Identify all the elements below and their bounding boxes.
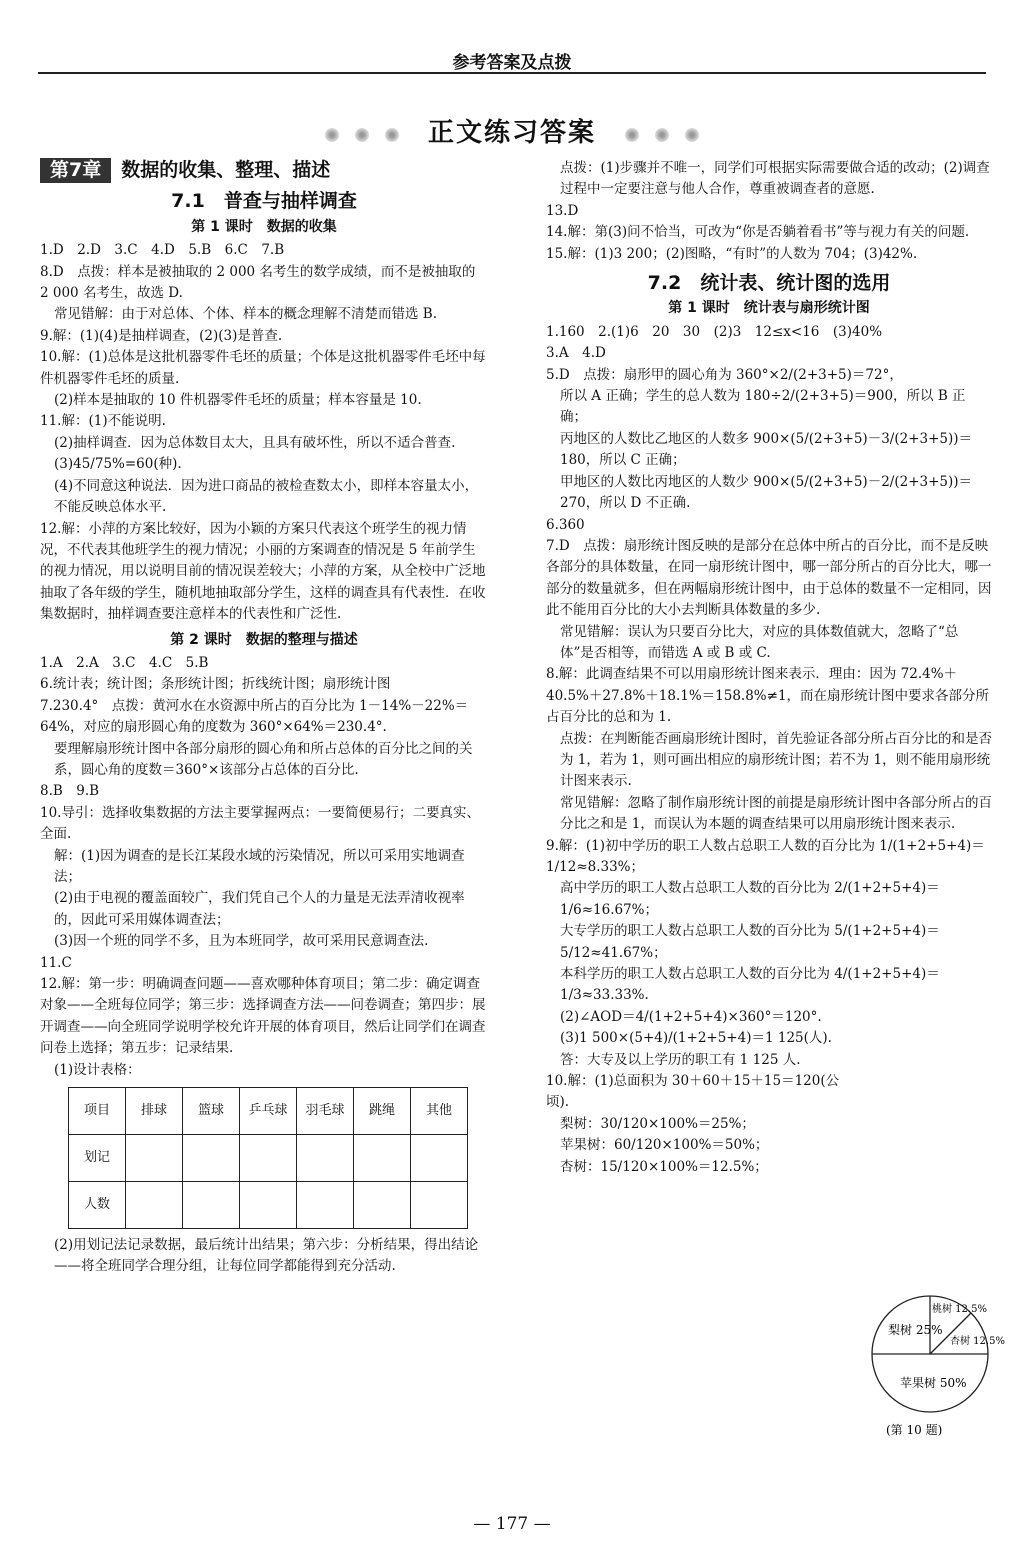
answer-line: 12.解：第一步：明确调查问题——喜欢哪种体育项目；第二步：确定调查对象——全班每位同学；第三步：选择调查方法——问卷调查；第四步：展开调查——向全班同学说明学校允许开展的体育项目，然后让同学们在调查问卷上选择；第五步：记录结果. <box>40 976 486 1057</box>
answer-line: 常见错解：误认为只要百分比大，对应的具体数值就大，忽略了“总体”是否相等，而错选 A 或 B 或 C. <box>560 623 959 661</box>
answer-line: 3.A 4.D <box>546 345 606 362</box>
answer-line: 8.解：此调查结果不可以用扇形统计图来表示．理由：因为 72.4%＋40.5%＋27.8%＋18.1%＝158.8%≠1，而在扇形统计图中要求各部分所占百分比的总和为 1. <box>546 666 990 726</box>
answer-line: 答：大专及以上学历的职工有 1 125 人. <box>560 1051 801 1068</box>
answer-line: 常见错解：由于对总体、个体、样本的概念理解不清楚而错选 B. <box>54 306 438 323</box>
answer-line: (3)1 500×(5+4)/(1+2+5+4)＝1 125(人). <box>560 1030 832 1047</box>
answer-line: 大专学历的职工人数占总职工人数的百分比为 5/(1+2+5+4)＝5/12≈41.67%； <box>560 923 940 961</box>
answer-line: 6.统计表；统计图；条形统计图；折线统计图；扇形统计图 <box>40 676 391 693</box>
section-7-1: 7.1 普查与抽样调查 <box>171 190 357 213</box>
table-header-cell: 篮球 <box>183 1088 240 1135</box>
answer-line: 所以 A 正确；学生的总人数为 180÷2/(2+3+5)＝900，所以 B 正确； <box>560 388 966 426</box>
pie-label-peach: 桃树 12.5% <box>932 1304 987 1315</box>
answer-line: 5.D 点拨：扇形甲的圆心角为 360°×2/(2+3+5)＝72°， <box>546 366 903 383</box>
pie-label-apricot: 杏树 12.5% <box>950 1336 1005 1347</box>
left-dots <box>317 127 407 146</box>
answer-line: 杏树：15/120×100%＝12.5%； <box>560 1158 768 1175</box>
left-column <box>40 158 488 1278</box>
answer-line: 本科学历的职工人数占总职工人数的百分比为 4/(1+2+5+4)＝1/3≈33.33%. <box>560 966 940 1004</box>
table-row-label: 划记 <box>69 1135 126 1182</box>
answer-line: (2)由于电视的覆盖面较广，我们凭自己个人的力量是无法弄清收视率的，因此可采用媒体调查法； <box>54 890 465 928</box>
answer-line: 8.B 9.B <box>40 783 100 800</box>
table-header-cell: 跳绳 <box>354 1088 411 1135</box>
answer-line: 9.解：(1)(4)是抽样调查，(2)(3)是普查. <box>40 327 283 344</box>
table-header-cell: 羽毛球 <box>297 1088 354 1135</box>
answer-line: 梨树：30/120×100%＝25%； <box>560 1115 755 1132</box>
answer-line: 常见错解：忽略了制作扇形统计图的前提是扇形统计图中各部分所占的百分比之和是 1，而误认为本题的调查结果可以用扇形统计图来表示. <box>560 794 992 833</box>
chapter-heading: 第7章 数据的收集、整理、描述 <box>40 158 488 183</box>
section-7-2: 7.2 统计表、统计图的选用 <box>647 272 891 295</box>
header-rule <box>38 72 986 74</box>
pie-label-pear: 梨树 25% <box>888 1323 943 1337</box>
answer-line: (1)设计表格： <box>54 1061 141 1078</box>
answer-line: 15.解：(1)3 200；(2)图略，“有时”的人数为 704；(3)42%. <box>546 245 918 262</box>
right-dots <box>617 127 707 146</box>
answer-line: 10.导引：选择收集数据的方法主要掌握两点：一要简便易行；二要真实、全面. <box>40 804 480 843</box>
answer-line: 7.230.4° 点拨：黄河水在水资源中所占的百分比为 1－14%－22%＝64%，对应的扇形圆心角的度数为 360°×64%＝230.4°. <box>40 697 469 736</box>
answer-line: 11.C <box>40 954 72 971</box>
answer-line: 12.解：小萍的方案比较好，因为小颖的方案只代表这个班学生的视力情况，不代表其他班学生的视力情况；小丽的方案调查的情况是 5 年前学生的视力情况，用以说明目前的情况误差较大；小萍的方案，从全校中广泛地抽取了各年级的学生，随机地抽取部分学生，这样的调查具有代表性．在收集数据时，抽样调查要注意样本的代表性和广泛性. <box>40 520 486 623</box>
answer-line: 11.解：(1)不能说明. <box>40 413 166 430</box>
table-header-cell: 其他 <box>411 1088 468 1135</box>
chapter-badge: 第7章 <box>40 158 111 183</box>
answer-line: 丙地区的人数比乙地区的人数多 900×(5/(2+3+5)－3/(2+3+5))＝180，所以 C 正确； <box>560 430 973 469</box>
answer-line: 9.解：(1)初中学历的职工人数占总职工人数的百分比为 1/(1+2+5+4)＝1/12≈8.33%； <box>546 837 985 875</box>
answer-line: (2)∠AOD＝4/(1+2+5+4)×360°＝120°. <box>560 1008 822 1025</box>
answer-line: 解：(1)因为调查的是长江某段水域的污染情况，所以可采用实地调查法； <box>54 847 465 885</box>
answer-line: (2)用划记法记录数据，最后统计出结果；第六步：分析结果，得出结论——将全班同学合理分组，让每位同学都能得到充分活动. <box>54 1237 479 1275</box>
page-number: — 177 — <box>473 1514 551 1534</box>
answer-line: 高中学历的职工人数占总职工人数的百分比为 2/(1+2+5+4)＝1/6≈16.67%； <box>560 880 940 918</box>
pie-chart-figure <box>868 1292 1005 1442</box>
answer-line: (4)不同意这种说法．因为进口商品的被检查数太小，即样本容量太小，不能反映总体水平. <box>54 477 479 516</box>
lesson-1: 第 1 课时 数据的收集 <box>191 218 337 235</box>
table-row-label: 人数 <box>69 1182 126 1229</box>
answer-line: (2)样本是抽取的 10 件机器零件毛坯的质量；样本容量是 10. <box>54 392 422 409</box>
answer-line: (2)抽样调查．因为总体数目太大，且具有破坏性，所以不适合普查. <box>54 434 456 451</box>
lesson-2: 第 2 课时 数据的整理与描述 <box>170 631 358 648</box>
answer-line: 点拨：在判断能否画扇形统计图时，首先验证各部分所占百分比的和是否为 1，若为 1，则可画出相应的扇形统计图；若不为 1，则不能用扇形统计图来表示. <box>560 730 992 790</box>
table-header-cell: 排球 <box>126 1088 183 1135</box>
lesson-7-2-1: 第 1 课时 统计表与扇形统计图 <box>668 300 870 317</box>
answer-line: (3)45/75%=60(种). <box>54 456 182 473</box>
answer-line: 10.解：(1)总面积为 30＋60＋15＋15＝120(公顷). <box>546 1073 840 1111</box>
answer-line: 7.D 点拨：扇形统计图反映的是部分在总体中所占的百分比，而不是反映各部分的具体数量，在同一扇形统计图中，哪一部分所占的百分比大，哪一部分的数量就多，但在两幅扇形统计图中，由于总体的数量不一定相同，因此不能用百分比的大小去判断具体数量的多少. <box>546 537 992 619</box>
answer-line: 1.160 2.(1)6 20 30 (2)3 12≤x<16 (3)40% <box>546 323 883 340</box>
tally-table <box>68 1087 468 1229</box>
answer-line: 苹果树：60/120×100%＝50%； <box>560 1137 769 1154</box>
answer-line: 点拨：(1)步骤并不唯一，同学们可根据实际需要做合适的改动；(2)调查过程中一定要注意与他人合作，尊重被调查者的意愿. <box>560 160 990 198</box>
answer-line: 8.D 点拨：样本是被抽取的 2 000 名考生的数学成绩，而不是被抽取的 2 000 名考生，故选 D. <box>40 263 476 302</box>
answer-line: 6.360 <box>546 516 585 533</box>
answer-line: 13.D <box>546 202 579 219</box>
answer-line: 10.解：(1)总体是这批机器零件毛坯的质量；个体是这批机器零件毛坯中每件机器零件毛坯的质量. <box>40 349 486 387</box>
answer-line: 甲地区的人数比丙地区的人数少 900×(5/(2+3+5)－2/(2+3+5))＝270，所以 D 不正确. <box>560 473 973 512</box>
figure-caption: (第 10 题) <box>886 1423 943 1437</box>
answer-line: 1.A 2.A 3.C 4.C 5.B <box>40 654 209 671</box>
page-title: 正文练习答案 <box>0 112 1024 149</box>
answer-line: (3)因一个班的同学不多，且为本班同学，故可采用民意调查法. <box>54 933 429 950</box>
answer-line: 14.解：第(3)问不恰当，可改为“你是否躺着看书”等与视力有关的问题. <box>546 224 970 241</box>
answer-line: 要理解扇形统计图中各部分扇形的圆心角和所占总体的百分比之间的关系，圆心角的度数＝360°×该部分占总体的百分比. <box>54 740 473 778</box>
pie-label-apple: 苹果树 50% <box>900 1376 967 1390</box>
right-column <box>546 158 992 1178</box>
answer-line: 1.D 2.D 3.C 4.D 5.B 6.C 7.B <box>40 242 285 259</box>
table-header-cell: 乒乓球 <box>240 1088 297 1135</box>
table-header-cell: 项目 <box>69 1088 126 1135</box>
running-header: 参考答案及点拨 <box>452 53 572 73</box>
